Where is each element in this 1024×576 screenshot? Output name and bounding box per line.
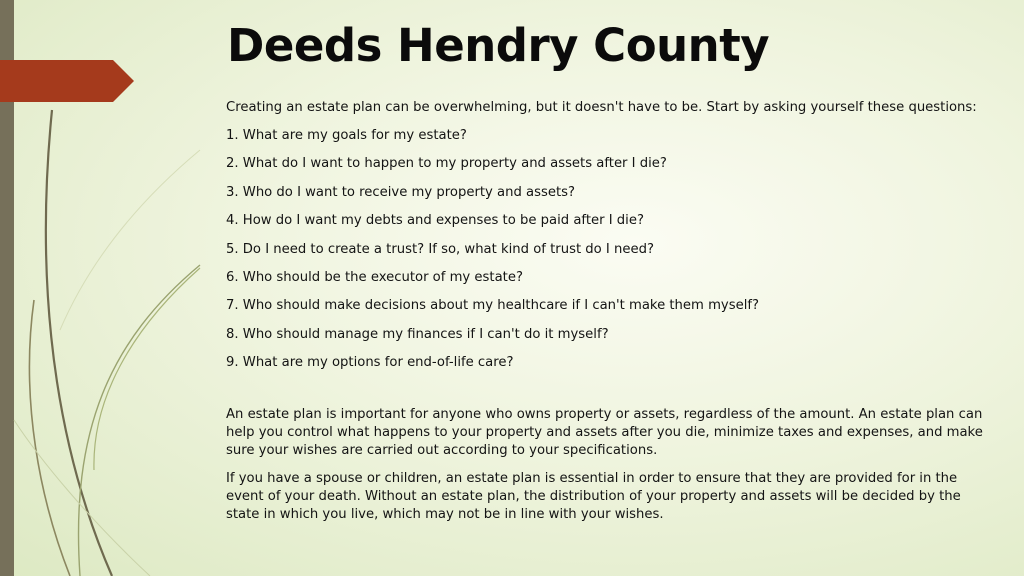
- question-6: 6. Who should be the executor of my estate?: [226, 269, 523, 285]
- red-arrow-icon: [0, 60, 134, 102]
- question-3: 3. Who do I want to receive my property and assets?: [226, 184, 576, 200]
- question-2: 2. What do I want to happen to my property and assets after I die?: [226, 156, 667, 172]
- intro-text: Creating an estate plan can be overwhelming, but it doesn't have to be. Start by asking yourself these questions:: [226, 100, 977, 115]
- spacer: [226, 372, 986, 406]
- left-bar: [0, 0, 14, 576]
- page-title: Deeds Hendry County: [227, 19, 770, 72]
- question-4: 4. How do I want my debts and expenses to be paid after I die?: [226, 213, 644, 229]
- question-5: 5. Do I need to create a trust? If so, what kind of trust do I need?: [226, 241, 654, 257]
- slide-content: [226, 99, 986, 524]
- question-9: 9. What are my options for end-of-life care?: [226, 355, 514, 371]
- question-8: 8. Who should manage my finances if I can't do it myself?: [226, 326, 609, 342]
- spouse-children-paragraph: If you have a spouse or children, an estate plan is essential in order to ensure that they are provided for in the event of your death. Without an estate plan, the distribution of your property and assets will be decided by the state in which you live, which may not be in line with your wishes.: [226, 471, 961, 523]
- question-1: 1. What are my goals for my estate?: [226, 128, 467, 143]
- question-7: 7. Who should make decisions about my healthcare if I can't make them myself?: [226, 298, 760, 314]
- estate-plan-paragraph: An estate plan is important for anyone who owns property or assets, regardless of the amount. An estate plan can help you control what happens to your property and assets after you die, minimize taxes and expenses, and make sure your wishes are carried out according to your specifications.: [226, 407, 983, 459]
